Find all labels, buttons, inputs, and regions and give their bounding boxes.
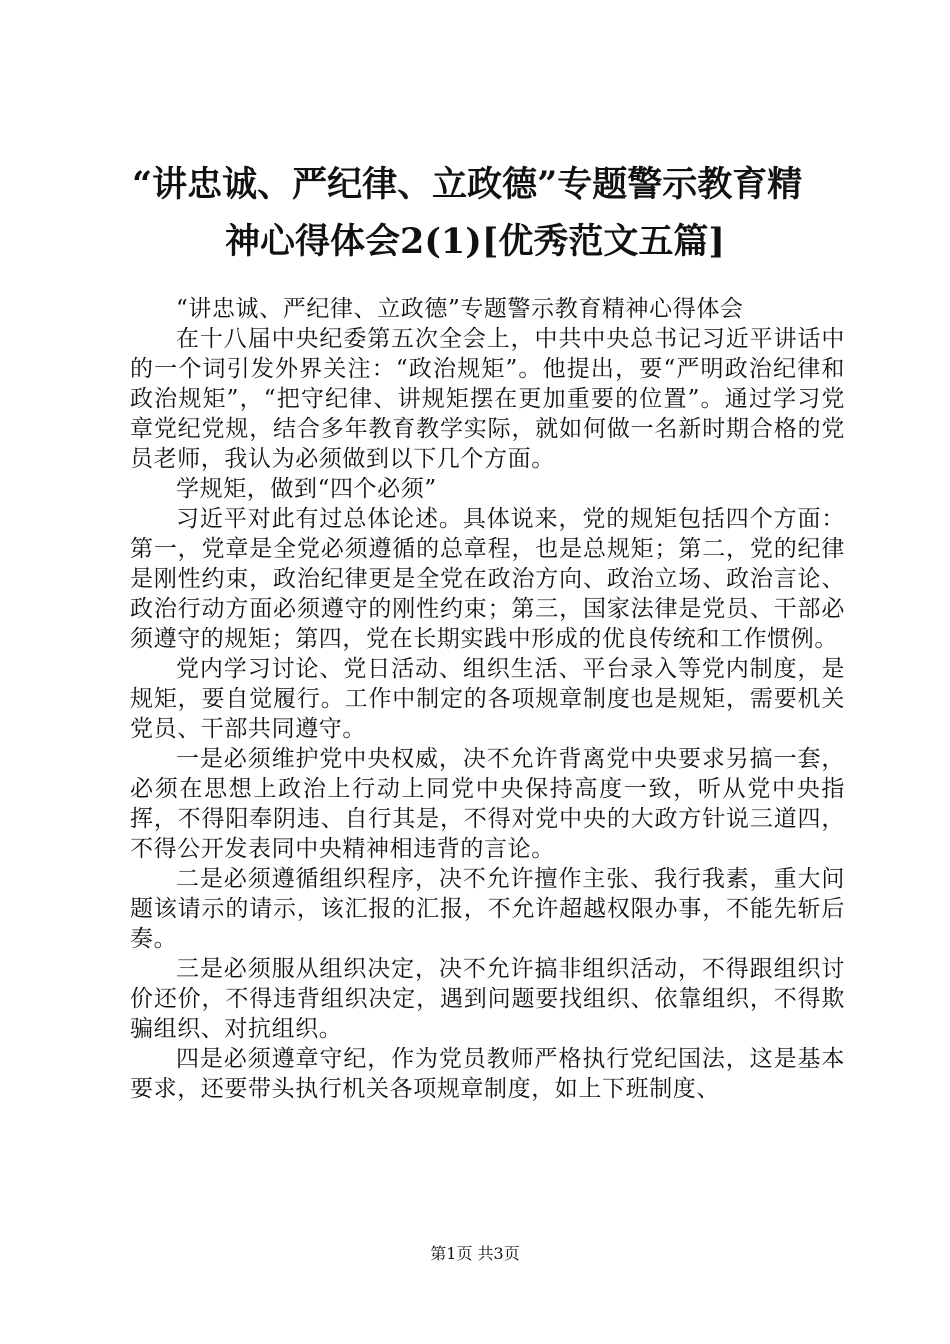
body-paragraph: 一是必须维护党中央权威，决不允许背离党中央要求另搞一套，必须在思想上政治上行动上同党中央保持高度一致，听从党中央指挥，不得阳奉阴违、自行其是，不得对党中央的大政方针说三道四，不得公开发表同中央精神相违背的言论。 (130, 746, 845, 862)
body-paragraph: 二是必须遵循组织程序，决不允许擅作主张、我行我素，重大问题该请示的请示，该汇报的汇报，不允许超越权限办事，不能先斩后奏。 (130, 866, 845, 952)
document-title-line-2: 神心得体会2(1)[优秀范文五篇] (225, 221, 725, 262)
body-paragraph: 在十八届中央纪委第五次全会上，中共中央总书记习近平讲话中的一个词引发外界关注：“政治规矩”。他提出，要“严明政治纪律和政治规矩”，“把守纪律、讲规矩摆在更加重要的位置”。通过学习党章党纪党规，结合多年教育教学实际，就如何做一名新时期合格的党员老师，我认为必须做到以下几个方面。 (130, 326, 845, 472)
subtitle-paragraph: “讲忠诚、严纪律、立政德”专题警示教育精神心得体会 (176, 296, 744, 322)
body-paragraph: 习近平对此有过总体论述。具体说来，党的规矩包括四个方面：第一，党章是全党必须遵循的总章程，也是总规矩；第二，党的纪律是刚性约束，政治纪律更是全党在政治方向、政治立场、政治言论、政治行动方面必须遵守的刚性约束；第三，国家法律是党员、干部必须遵守的规矩；第四，党在长期实践中形成的优良传统和工作惯例。 (130, 506, 845, 652)
page-number-footer: 第1页 共3页 (430, 1244, 520, 1263)
document-title-line-1: “讲忠诚、严纪律、立政德”专题警示教育精 (132, 164, 803, 205)
section-heading: 学规矩，做到“四个必须” (176, 476, 437, 502)
body-paragraph: 四是必须遵章守纪，作为党员教师严格执行党纪国法，这是基本要求，还要带头执行机关各项规章制度，如上下班制度、 (130, 1046, 845, 1102)
body-paragraph: 三是必须服从组织决定，决不允许搞非组织活动，不得跟组织讨价还价，不得违背组织决定，遇到问题要找组织、依靠组织，不得欺骗组织、对抗组织。 (130, 956, 845, 1042)
document-body (130, 294, 845, 1104)
body-paragraph: 党内学习讨论、党日活动、组织生活、平台录入等党内制度，是规矩，要自觉履行。工作中制定的各项规章制度也是规矩，需要机关党员、干部共同遵守。 (130, 656, 845, 742)
